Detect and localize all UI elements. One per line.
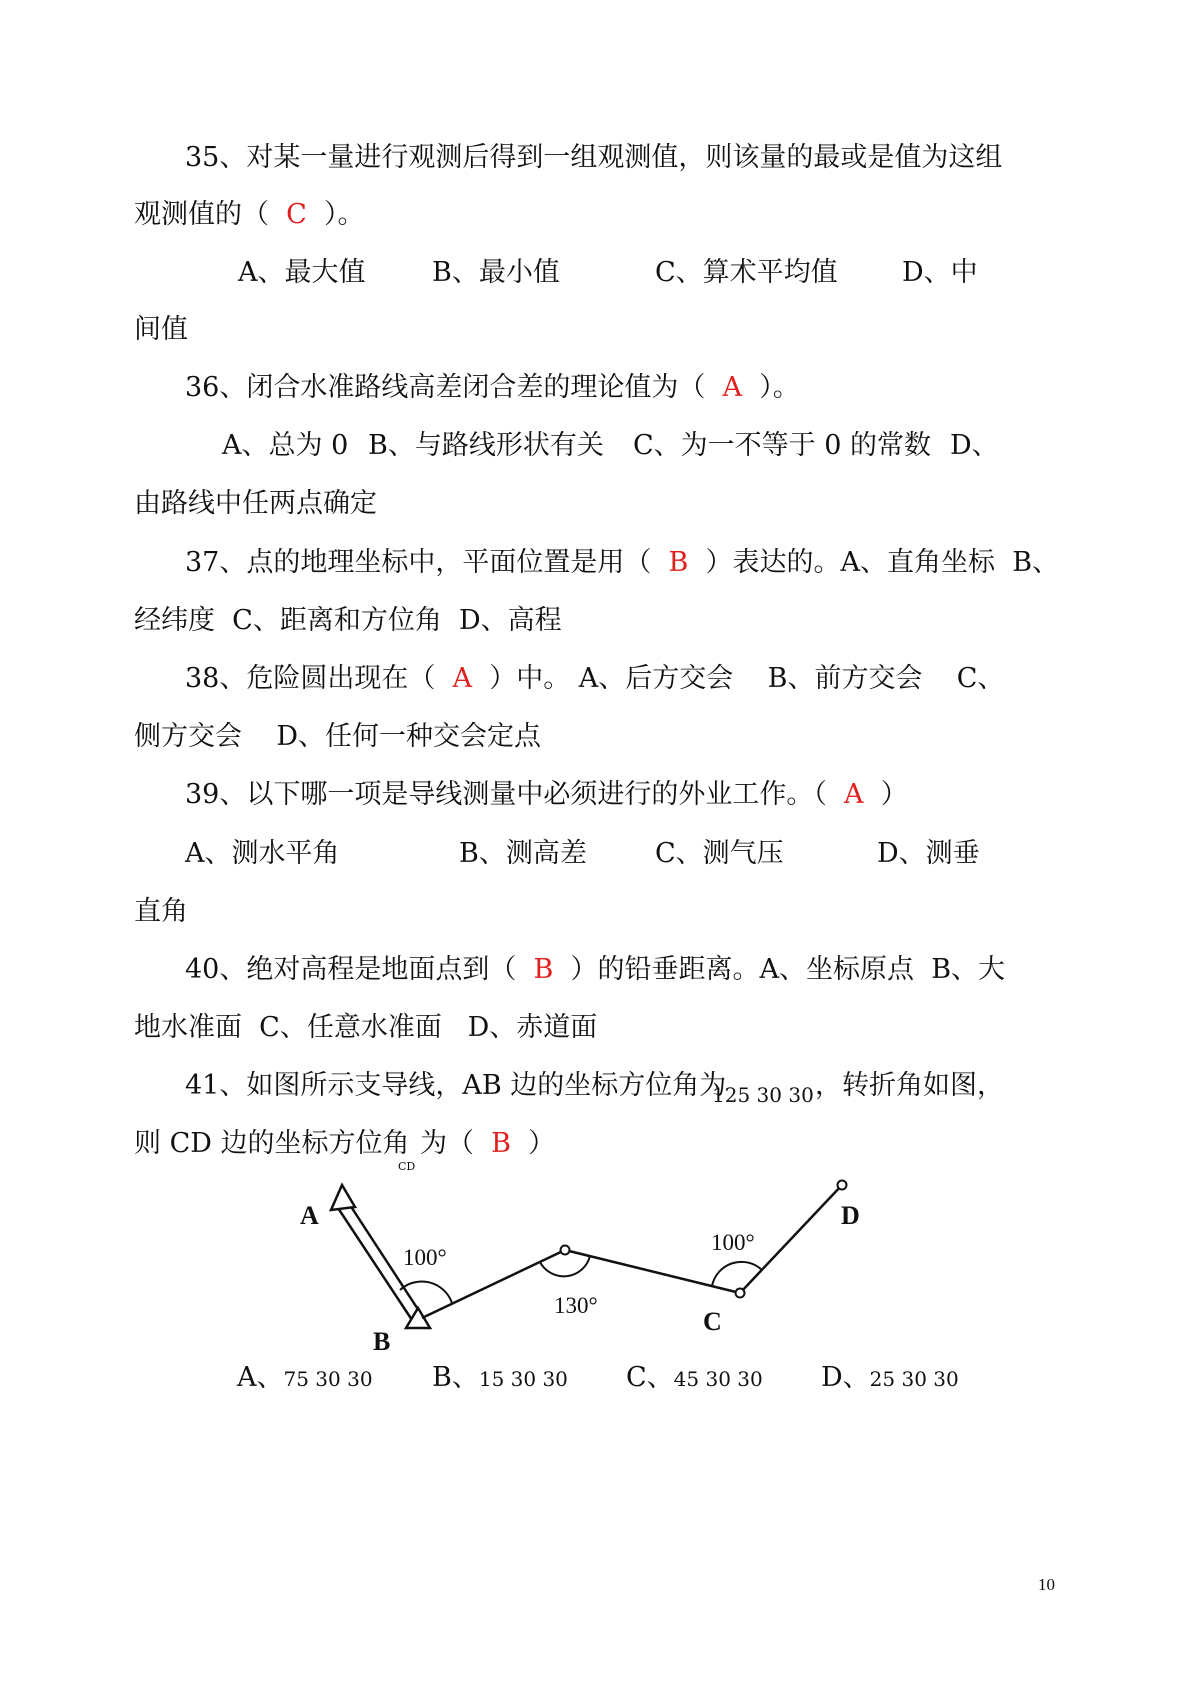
q41-option-b-prefix: B、 [432,1362,479,1393]
q39-stem-post: ） [863,779,908,810]
q41-option-a-prefix: A、 [237,1362,284,1393]
q41-option-c-value: 45 30 30 [673,1367,763,1391]
station-c [736,1289,745,1298]
q35-option-d-continued: 间值 [134,314,188,345]
q36-stem-pre: 36、闭合水准路线高差闭合差的理论值为（ [185,372,723,403]
angle-label-p1: 130° [554,1293,598,1318]
q41-cd-subscript: CD [398,1160,416,1173]
q39-answer: A [844,779,864,810]
q35-option-d: D、中 [902,257,978,288]
q39-option-a: A、测水平角 [185,838,340,869]
q38-answer: A [452,663,473,694]
station-p1 [561,1246,570,1255]
q41-option-a [237,1361,373,1396]
q41-option-b-value: 15 30 30 [478,1367,568,1391]
q40-stem-pre: 40、绝对高程是地面点到（ [185,954,534,985]
q36-option-b: B、与路线形状有关 [368,430,604,461]
q39-option-b: B、测高差 [459,838,587,869]
q36-answer: A [722,372,743,403]
q41-option-d-value: 25 30 30 [869,1367,959,1391]
q38-line2: 侧方交会 D、任何一种交会定点 [134,721,541,752]
q41-answer: B [491,1128,512,1159]
q41-option-a-value: 75 30 30 [283,1367,373,1391]
q41-option-d-prefix: D、 [821,1362,870,1393]
q41-stem-line2-mid [420,1127,555,1161]
q35-option-b: B、最小值 [432,257,560,288]
q37-stem-pre: 37、点的地理坐标中，平面位置是用（ [185,547,669,578]
q35-option-a: A、最大值 [238,257,366,288]
angle-arc-c [712,1262,762,1286]
q41-option-d [821,1361,959,1396]
q39-option-c: C、测气压 [655,838,784,869]
q41-ab-bearing: 125 30 30 [712,1083,814,1107]
angle-label-b: 100° [403,1245,447,1270]
q36-stem [185,371,800,405]
q39-option-d-continued: 直角 [134,896,188,927]
q38-stem [185,662,1004,696]
edge-c-d [740,1185,842,1293]
q40-line2: 地水准面 C、任意水准面 D、赤道面 [134,1012,598,1043]
q35-option-c: C、算术平均值 [655,257,838,288]
q41-stem-line1-pre: 41、如图所示支导线，AB 边的坐标方位角为 [185,1070,727,1101]
q35-stem-line2 [134,198,365,232]
label-d: D [841,1201,860,1230]
q41-stem-mid: 为（ [420,1128,492,1159]
q35-stem-pre: 观测值的（ [134,199,287,230]
q36-option-a: A、总为 0 [222,430,349,461]
q37-stem-post: ）表达的。A、直角坐标 B、 [688,547,1060,578]
q41-option-b [432,1361,568,1396]
q41-option-c [626,1361,763,1396]
q39-stem-pre: 39、以下哪一项是导线测量中必须进行的外业工作。（ [185,779,845,810]
q36-option-c: C、为一不等于 0 的常数 [633,430,932,461]
q35-stem-post: ）。 [306,199,365,230]
edge-ab-line-1 [338,1208,412,1320]
q36-option-d: D、 [950,430,999,461]
label-c: C [703,1307,722,1336]
q41-stem-post: ） [511,1128,556,1159]
q35-stem-line1: 35、对某一量进行观测后得到一组观测值，则该量的最或是值为这组 [185,142,1003,173]
q38-stem-pre: 38、危险圆出现在（ [185,663,453,694]
q40-stem-post: ）的铅垂距离。A、坐标原点 B、大 [553,954,1006,985]
point-a-triangle [331,1185,355,1210]
q40-stem [185,953,1005,987]
q39-option-d: D、测垂 [877,838,980,869]
q41-stem-line2-pre: 则 CD 边的坐标方位角 [134,1128,410,1159]
angle-label-c: 100° [711,1230,755,1255]
label-b: B [373,1327,391,1356]
station-d [838,1181,847,1190]
q37-stem [185,546,1059,580]
q37-line2: 经纬度 C、距离和方位角 D、高程 [134,605,562,636]
q38-stem-post: ）中。 A、后方交会 B、前方交会 C、 [472,663,1005,694]
q41-stem-line1-post: ，转折角如图， [815,1070,1004,1101]
q41-option-c-prefix: C、 [626,1362,674,1393]
q40-answer: B [533,954,554,985]
edge-p1-c [565,1250,740,1293]
q36-option-d-continued: 由路线中任两点确定 [134,488,377,519]
traverse-diagram [300,1180,880,1356]
q39-stem [185,778,908,812]
label-a: A [300,1201,319,1230]
q37-answer: B [668,547,689,578]
q36-stem-post: ）。 [742,372,800,403]
page-number: 10 [1038,1575,1055,1594]
q35-answer: C [286,199,307,230]
